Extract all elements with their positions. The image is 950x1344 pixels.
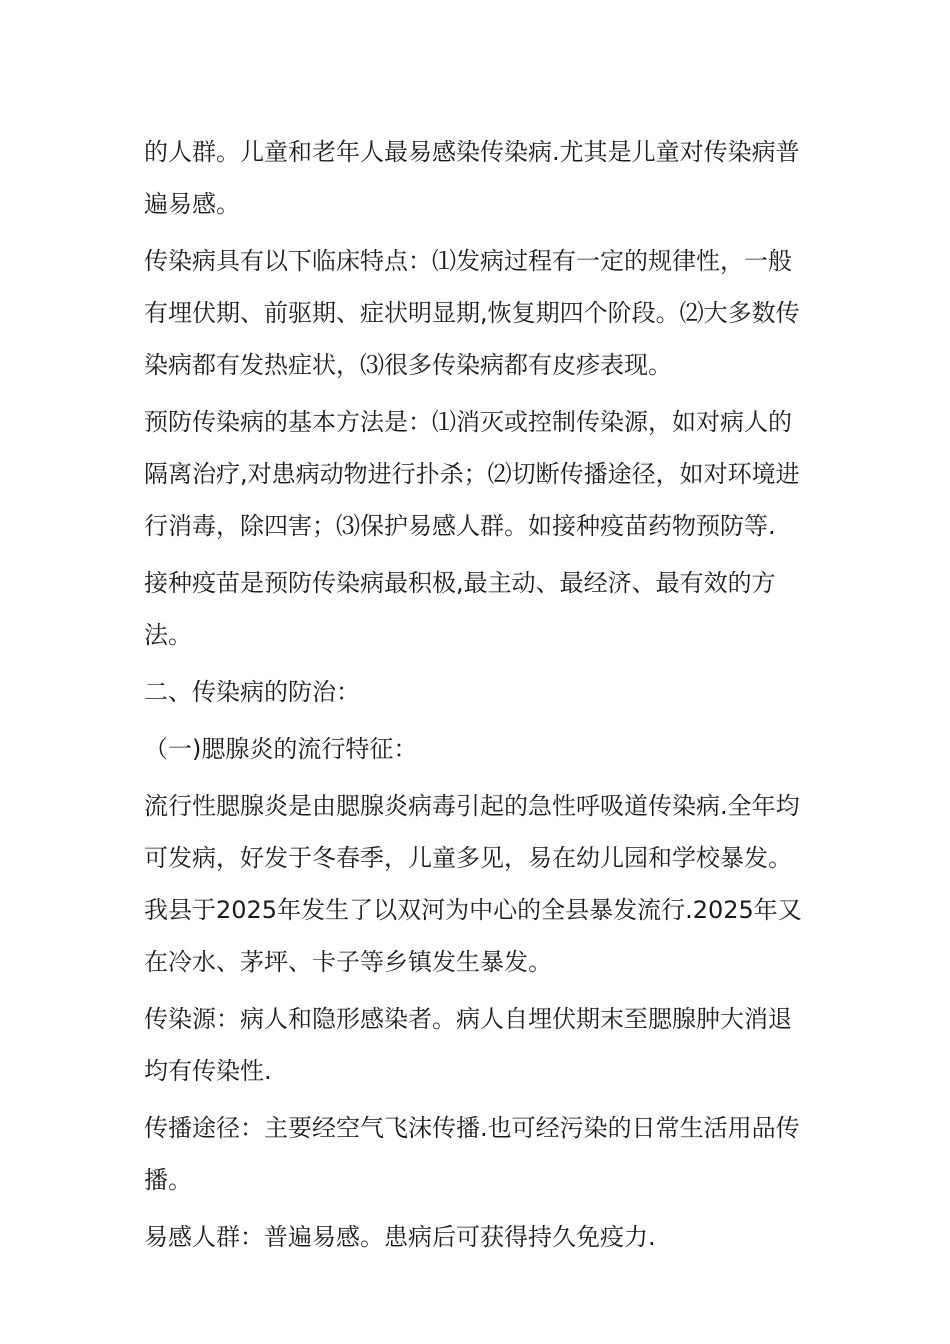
paragraph-clinical-features: 传染病具有以下临床特点：⑴发病过程有一定的规律性，一般有埋伏期、前驱期、症状明显期,恢复期四个阶段。⑵大多数传染病都有发热症状，⑶很多传染病都有皮疹表现。: [144, 247, 800, 379]
paragraph-vaccination: 接种疫苗是预防传染病最积极,最主动、最经济、最有效的方法。: [144, 569, 776, 649]
document-body: [144, 126, 814, 1268]
paragraph-mumps-epidemiology: 流行性腮腺炎是由腮腺炎病毒引起的急性呼吸道传染病.全年均可发病，好发于冬春季，儿童多见，易在幼儿园和学校暴发。我县于2025年发生了以双河为中心的全县暴发流行.2025年又在冷水、茅坪、卡子等乡镇发生暴发。: [144, 792, 802, 976]
paragraph-infection-source: 传染源：病人和隐形感染者。病人自埋伏期末至腮腺肿大消退均有传染性.: [144, 1005, 792, 1085]
section-heading-prevention-treatment: 二、传染病的防治：: [144, 678, 360, 706]
paragraph-prevention-methods: 预防传染病的基本方法是：⑴消灭或控制传染源，如对病人的隔离治疗,对患病动物进行扑杀；⑵切断传播途径，如对环境进行消毒，除四害；⑶保护易感人群。如接种疫苗药物预防等.: [144, 408, 800, 540]
paragraph-susceptible-groups: 易感人群：普遍易感。患病后可获得持久免疫力.: [144, 1223, 656, 1251]
paragraph-susceptible-population: 的人群。儿童和老年人最易感染传染病.尤其是儿童对传染病普遍易感。: [144, 138, 800, 218]
subsection-heading-mumps: （一)腮腺炎的流行特征：: [144, 735, 418, 763]
paragraph-transmission-route: 传播途径：主要经空气飞沫传播.也可经污染的日常生活用品传播。: [144, 1114, 800, 1194]
